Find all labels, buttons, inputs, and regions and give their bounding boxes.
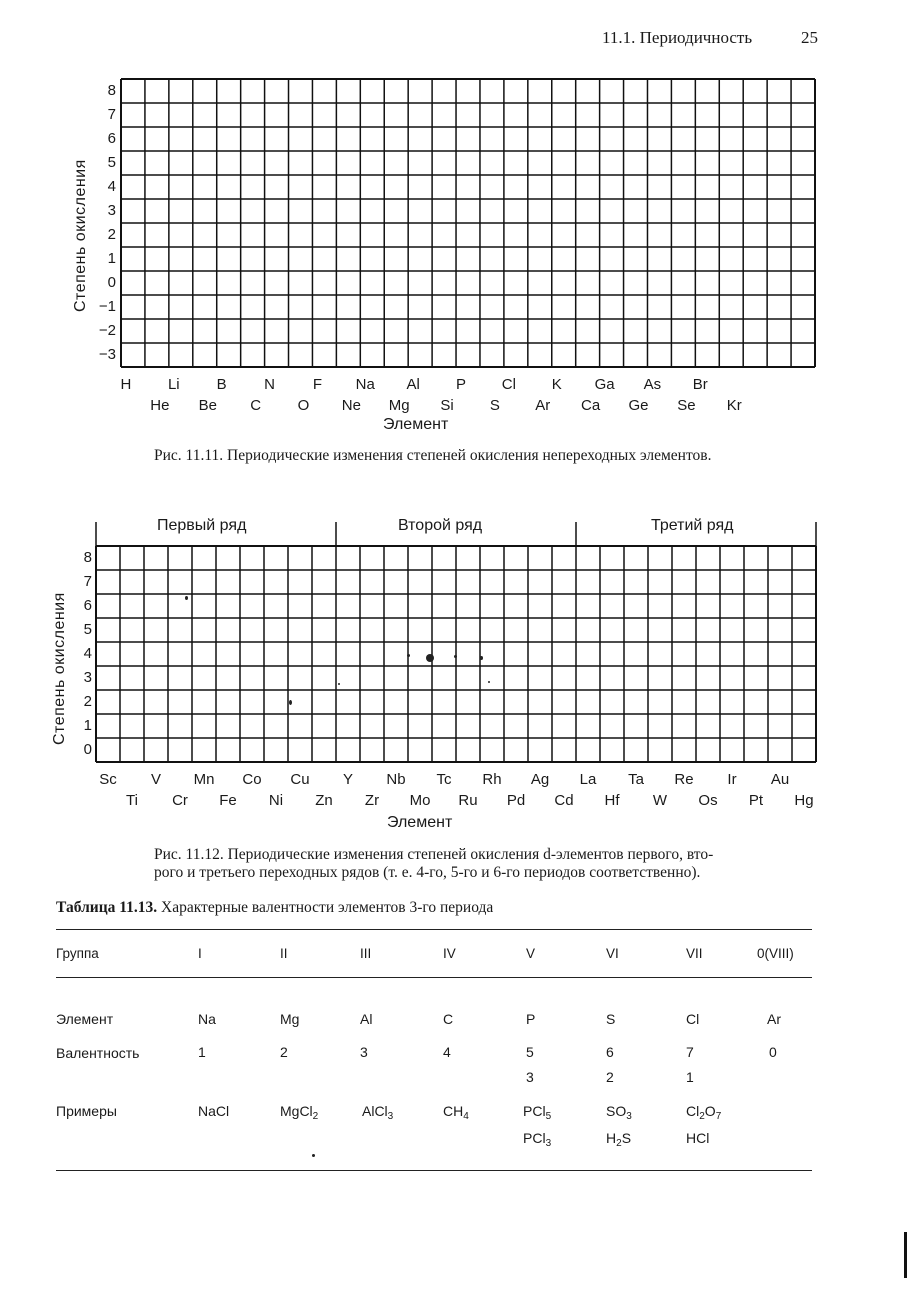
y-tick-label: 2 xyxy=(107,226,116,243)
scan-edge-mark xyxy=(904,1232,907,1278)
table-header-rule xyxy=(56,977,812,978)
y-tick-label: 3 xyxy=(83,669,92,686)
x-element-label: Se xyxy=(677,397,696,414)
example-so3: $SO_3$ xyxy=(606,1103,632,1122)
x-element-label: Ag xyxy=(530,771,550,788)
print-speck xyxy=(488,681,490,683)
x-element-label: Fe xyxy=(219,792,237,809)
y-tick-label: 6 xyxy=(83,597,92,614)
section-header: 11.1. Периодичность xyxy=(602,28,753,47)
print-speck xyxy=(407,654,410,657)
print-speck xyxy=(480,656,483,660)
table-group-label: Группа xyxy=(56,946,99,961)
print-speck xyxy=(426,654,434,662)
y-tick-label: 7 xyxy=(83,573,92,590)
x-element-label: W xyxy=(652,792,668,809)
table-element-cell: Al xyxy=(360,1011,373,1027)
x-element-label: Pd xyxy=(506,792,526,809)
x-element-label: Si xyxy=(440,397,454,414)
y-tick-label: −1 xyxy=(98,298,116,315)
x-element-label: F xyxy=(312,376,322,393)
x-element-label: Ta xyxy=(628,771,644,788)
y-tick-label: 5 xyxy=(107,154,116,171)
x-element-label: As xyxy=(643,376,662,393)
figure1-caption: Рис. 11.11. Периодические изменения степеней окисления непереходных элементов. xyxy=(154,447,712,464)
x-element-label: Mn xyxy=(193,771,215,788)
print-speck xyxy=(289,700,292,705)
table-element-cell: P xyxy=(526,1011,536,1027)
x-element-label: V xyxy=(150,771,161,788)
x-element-label: Ni xyxy=(268,792,284,809)
table-valence-cell: 7 xyxy=(686,1044,694,1060)
x-element-label: O xyxy=(297,397,310,414)
y-tick-label: 6 xyxy=(107,130,116,147)
table-group-cell: V xyxy=(526,946,536,961)
x-element-label: K xyxy=(551,376,562,393)
x-element-label: Re xyxy=(674,771,694,788)
x-element-label: Ge xyxy=(628,397,649,414)
table-element-cell: Na xyxy=(198,1011,216,1027)
y-tick-label: 8 xyxy=(83,549,92,566)
print-speck xyxy=(454,655,457,658)
x-element-label: He xyxy=(150,397,170,414)
x-element-label: Rh xyxy=(482,771,502,788)
table-valence-cell: 3 xyxy=(526,1069,534,1085)
table-title-number: Таблица 11.13. xyxy=(56,899,158,916)
y-tick-label: 4 xyxy=(83,645,92,662)
x-element-label: Li xyxy=(167,376,180,393)
table-valence-cell: 3 xyxy=(360,1044,368,1060)
series-label-third-row: Третий ряд xyxy=(651,517,734,534)
x-element-label: Co xyxy=(242,771,262,788)
figure2-y-title: Степень окисления xyxy=(51,592,68,745)
table-group-cell: III xyxy=(360,946,372,961)
table-valence-cell: 0 xyxy=(769,1044,777,1060)
x-element-label: La xyxy=(579,771,597,788)
x-element-label: Kr xyxy=(726,397,742,414)
x-element-label: Br xyxy=(692,376,708,393)
x-element-label: Ru xyxy=(458,792,478,809)
x-element-label: Ti xyxy=(126,792,138,809)
y-tick-label: 4 xyxy=(107,178,116,195)
example-pcl3: PCl$_3$ xyxy=(523,1130,552,1149)
table-group-cell: 0(VIII) xyxy=(757,946,794,961)
x-element-label: Sc xyxy=(99,771,117,788)
example-nacl: NaCl xyxy=(198,1103,230,1119)
table-element-cell: Mg xyxy=(280,1011,300,1027)
table-valence-cell: 2 xyxy=(280,1044,288,1060)
x-element-label: Zr xyxy=(364,792,380,809)
x-element-label: S xyxy=(489,397,500,414)
y-tick-label: 7 xyxy=(107,106,116,123)
x-element-label: Ne xyxy=(341,397,361,414)
table-bottom-rule xyxy=(56,1170,812,1171)
table-group-cell: IV xyxy=(443,946,456,961)
table-valence-label: Валентность xyxy=(56,1045,140,1061)
x-element-label: Ir xyxy=(727,771,737,788)
x-element-label: Nb xyxy=(386,771,406,788)
x-element-label: Al xyxy=(406,376,420,393)
x-element-label: Y xyxy=(342,771,353,788)
x-element-label: B xyxy=(216,376,227,393)
x-element-label: Be xyxy=(198,397,217,414)
figure2-caption-line2: рого и третьего переходных рядов (т. е. 4-го, 5-го и 6-го периодов соответственно). xyxy=(154,864,701,881)
x-element-label: Ca xyxy=(581,397,601,414)
y-tick-label: −2 xyxy=(98,322,116,339)
x-element-label: Mo xyxy=(409,792,431,809)
x-element-label: H xyxy=(120,376,132,393)
table-group-cell: VII xyxy=(686,946,703,961)
x-element-label: Mg xyxy=(388,397,410,414)
table-element-cell: Cl xyxy=(686,1011,700,1027)
table-valence-cell: 5 xyxy=(526,1044,534,1060)
print-speck xyxy=(312,1154,315,1157)
table-valence-cell: 4 xyxy=(443,1044,451,1060)
table-top-rule xyxy=(56,929,812,930)
example-ch4: $CH_4$ xyxy=(443,1103,469,1122)
example-hcl: HCl xyxy=(686,1130,710,1146)
table-title xyxy=(56,899,493,917)
table-element-label: Элемент xyxy=(56,1011,114,1027)
series-label-second-row: Второй ряд xyxy=(398,517,483,534)
y-tick-label: 3 xyxy=(107,202,116,219)
x-element-label: Cd xyxy=(554,792,574,809)
figure2-x-title: Элемент xyxy=(387,814,453,831)
x-element-label: C xyxy=(250,397,262,414)
y-tick-label: 1 xyxy=(107,250,116,267)
y-tick-label: 0 xyxy=(83,741,92,758)
series-label-first-row: Первый ряд xyxy=(157,517,247,534)
table-group-cell: VI xyxy=(606,946,619,961)
x-element-label: Cu xyxy=(290,771,310,788)
x-element-label: Au xyxy=(770,771,790,788)
table-valence-cell: 1 xyxy=(686,1069,694,1085)
figure2-caption-line1: Рис. 11.12. Периодические изменения степеней окисления d-элементов первого, вто- xyxy=(154,846,714,863)
x-element-label: Tc xyxy=(436,771,452,788)
print-speck xyxy=(338,683,340,685)
x-element-label: N xyxy=(264,376,275,393)
x-element-label: Hf xyxy=(604,792,620,809)
example-alcl3: AlCl$_3$ xyxy=(362,1103,394,1122)
y-tick-label: 8 xyxy=(107,82,116,99)
table-valence-cell: 6 xyxy=(606,1044,614,1060)
x-element-label: P xyxy=(455,376,466,393)
example-cl2o7: $Cl_2O_7$ xyxy=(686,1103,722,1122)
table-valence-cell: 2 xyxy=(606,1069,614,1085)
x-element-label: Os xyxy=(698,792,718,809)
x-element-label: Na xyxy=(355,376,375,393)
table-examples-label: Примеры xyxy=(56,1103,117,1119)
x-element-label: Zn xyxy=(315,792,333,809)
y-tick-label: 5 xyxy=(83,621,92,638)
figure1-y-title: Степень окисления xyxy=(72,159,89,312)
y-tick-label: 0 xyxy=(107,274,116,291)
table-group-cell: I xyxy=(198,946,202,961)
x-element-label: Ga xyxy=(594,376,615,393)
table-element-cell: S xyxy=(606,1011,616,1027)
table-element-cell: C xyxy=(443,1011,454,1027)
y-tick-label: 1 xyxy=(83,717,92,734)
table-element-cell: Ar xyxy=(767,1011,781,1027)
x-element-label: Hg xyxy=(794,792,814,809)
y-tick-label: −3 xyxy=(98,346,116,363)
table-group-cell: II xyxy=(280,946,288,961)
table-title-text: Характерные валентности элементов 3-го периода xyxy=(161,899,494,916)
y-tick-label: 2 xyxy=(83,693,92,710)
figure1-x-title: Элемент xyxy=(383,416,449,433)
x-element-label: Cr xyxy=(172,792,188,809)
example-pcl5: PCl$_5$ xyxy=(523,1103,552,1122)
page-number: 25 xyxy=(801,28,818,47)
example-mgcl2: MgCl$_2$ xyxy=(280,1103,319,1122)
x-element-label: Ar xyxy=(535,397,551,414)
print-speck xyxy=(185,596,188,600)
x-element-label: Pt xyxy=(748,792,764,809)
example-h2s: $H_2S$ xyxy=(606,1130,632,1149)
table-valence-cell: 1 xyxy=(198,1044,206,1060)
x-element-label: Cl xyxy=(501,376,516,393)
